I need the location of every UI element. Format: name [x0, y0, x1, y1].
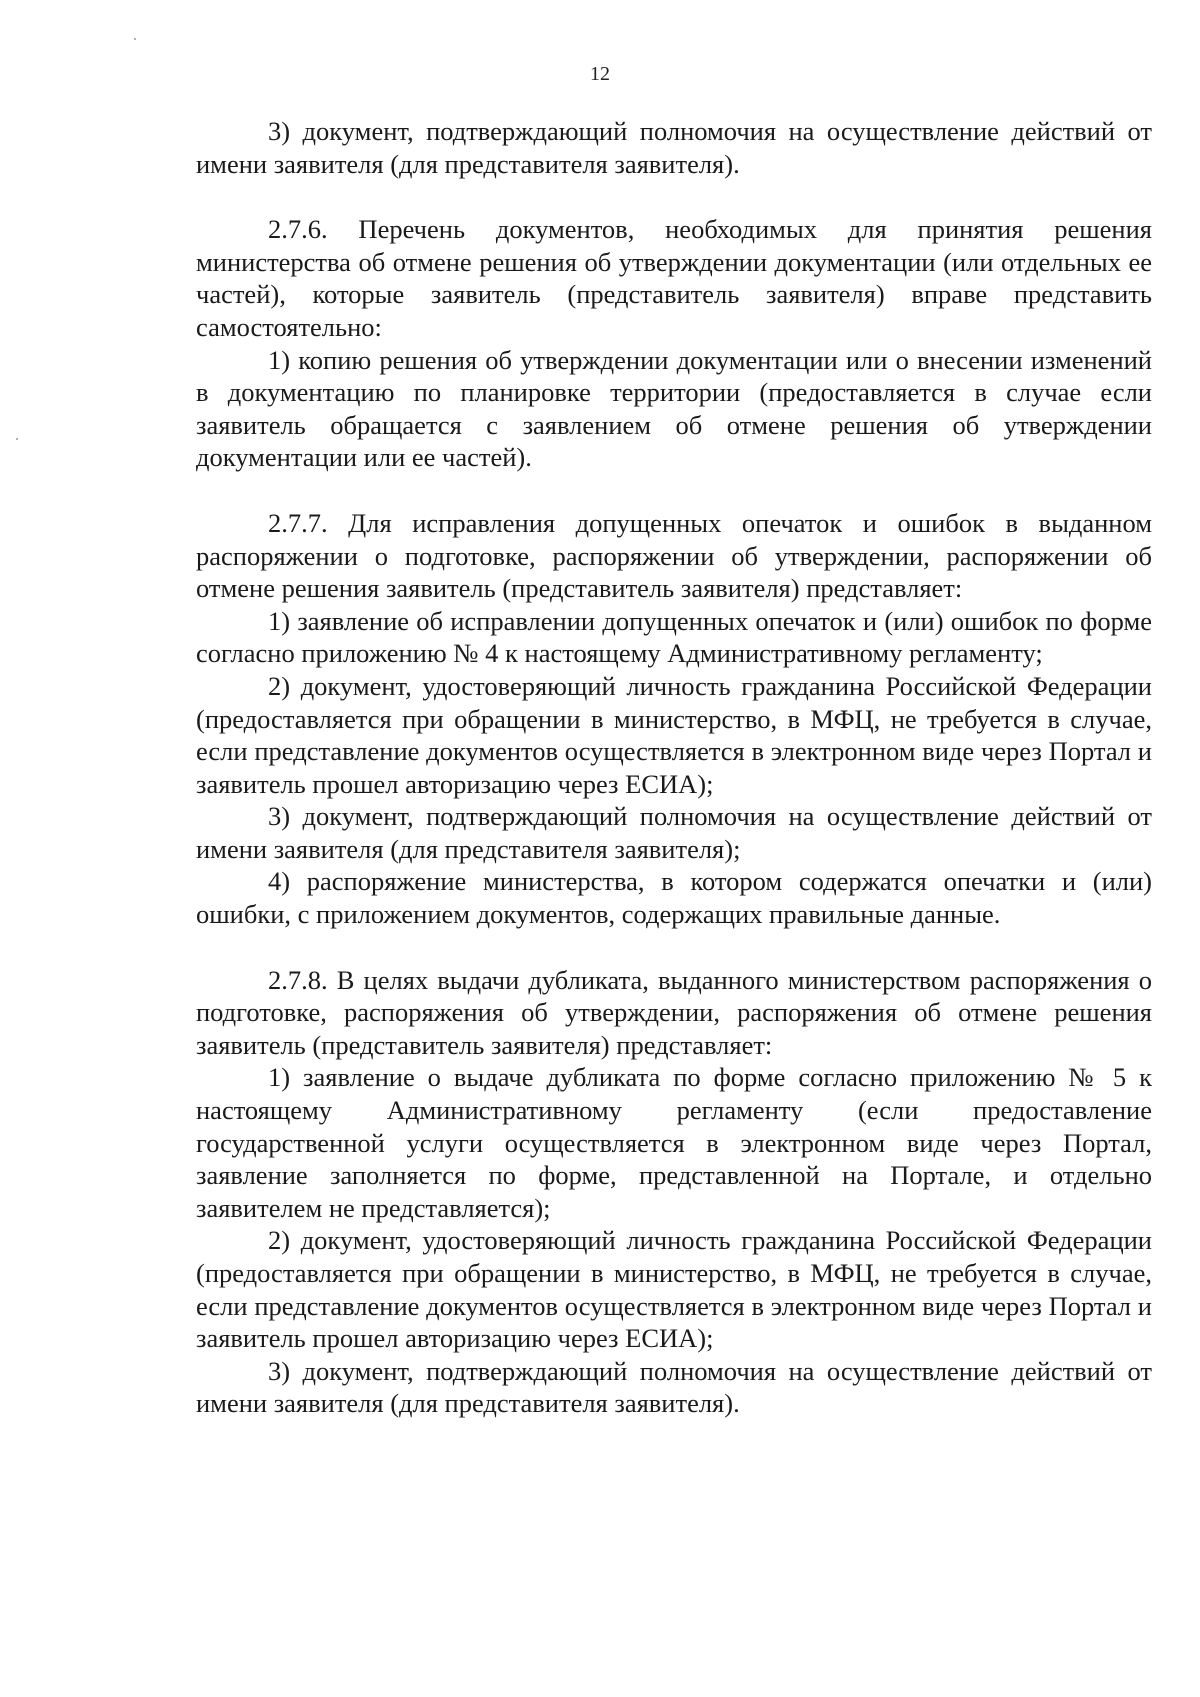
- scan-artifact: [16, 438, 18, 440]
- page-number: 12: [590, 63, 610, 85]
- paragraph: 3) документ, подтверждающий полномочия на осуществление действий от имени заявителя (для представителя заявителя).: [196, 116, 1152, 179]
- section-heading-2-7-7: 2.7.7. Для исправления допущенных опечаток и ошибок в выданном распоряжении о подготовке, распоряжении об утверждении, распоряжении об отмене решения заявитель (представитель заявителя) представляет:: [196, 507, 1152, 604]
- paragraph-spacer: [196, 474, 1152, 507]
- paragraph-spacer: [196, 931, 1152, 964]
- section-heading-2-7-8: 2.7.8. В целях выдачи дубликата, выданного министерством распоряжения о подготовке, распоряжения об утверждении, распоряжения об отмене решения заявитель (представитель заявителя) представляет:: [196, 964, 1152, 1060]
- list-item: 3) документ, подтверждающий полномочия на осуществление действий от имени заявителя (для представителя заявителя).: [196, 1355, 1152, 1419]
- list-item: 1) заявление об исправлении допущенных опечаток и (или) ошибок по форме согласно приложению № 4 к настоящему Административному регламенту;: [196, 605, 1152, 669]
- scan-artifact: [134, 38, 136, 40]
- document-body: [196, 115, 1152, 1420]
- list-item: 3) документ, подтверждающий полномочия на осуществление действий от имени заявителя (для представителя заявителя);: [196, 801, 1152, 864]
- list-item: 2) документ, удостоверяющий личность гражданина Российской Федерации (предоставляется при обращении в министерство, в МФЦ, не требуется в случае, если представление документов осуществляется в электронном виде через Портал и заявитель прошел авторизацию через ЕСИА);: [196, 1225, 1152, 1354]
- list-item: 1) заявление о выдаче дубликата по форме согласно приложению № 5 к настоящему Административному регламенту (если предоставление государственной услуги осуществляется в электронном виде через Портал, заявление заполняется по форме, представленной на Портале, и отдельно заявителем не представляется);: [196, 1062, 1152, 1223]
- paragraph-spacer: [196, 180, 1152, 213]
- list-item: 1) копию решения об утверждении документации или о внесении изменений в документацию по планировке территории (предоставляется в случае если заявитель обращается с заявлением об отмене решения об утверждении документации или ее частей).: [196, 344, 1152, 473]
- list-item: 2) документ, удостоверяющий личность гражданина Российской Федерации (предоставляется при обращении в министерство, в МФЦ, не требуется в случае, если представление документов осуществляется в электронном виде через Портал и заявитель прошел авторизацию через ЕСИА);: [196, 670, 1152, 799]
- section-heading-2-7-6: 2.7.6. Перечень документов, необходимых для принятия решения министерства об отмене решения об утверждении документации (или отдельных ее частей), которые заявитель (представитель заявителя) вправе представить самостоятельно:: [196, 214, 1152, 342]
- list-item: 4) распоряжение министерства, в котором содержатся опечатки и (или) ошибки, с приложением документов, содержащих правильные данные.: [196, 866, 1152, 930]
